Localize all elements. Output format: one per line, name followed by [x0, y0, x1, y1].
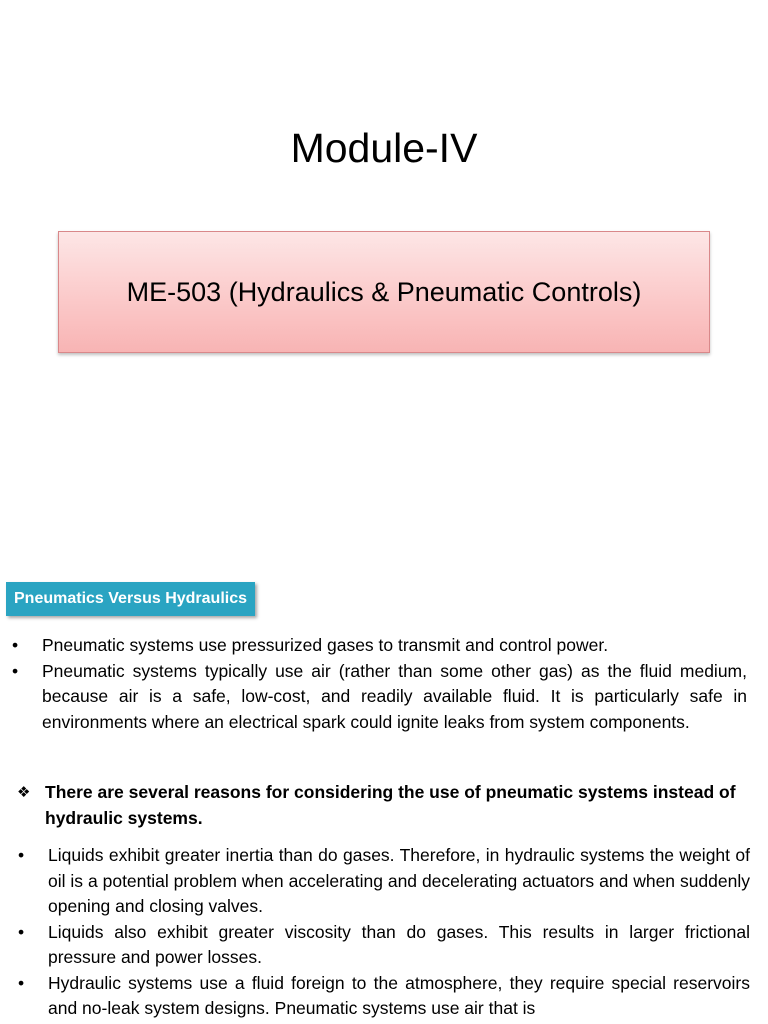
- list-item: [18, 920, 750, 971]
- subtitle-text: ME-503 (Hydraulics & Pneumatic Controls): [126, 276, 642, 307]
- bullet-text: Hydraulic systems use a fluid foreign to the atmosphere, they require special reservoirs and no-leak system designs. Pneumatic systems use air that is: [48, 972, 750, 1018]
- bullet-icon: •: [12, 660, 19, 681]
- list-item: [12, 633, 747, 659]
- reasons-heading-text: There are several reasons for considering the use of pneumatic systems instead of hydraulic systems.: [45, 782, 736, 828]
- subtitle-box: [58, 231, 710, 353]
- bullet-text: Liquids exhibit greater inertia than do gases. Therefore, in hydraulic systems the weight of oil is a potential problem when accelerating and decelerating actuators and when suddenly opening and closing valves.: [48, 845, 750, 916]
- reasons-bullet-list: [18, 843, 750, 1022]
- reasons-heading: [17, 780, 752, 831]
- bullet-icon: •: [18, 845, 25, 865]
- bullet-icon: •: [12, 635, 19, 655]
- bullet-icon: •: [18, 972, 25, 993]
- slide-title: Module-IV: [290, 125, 478, 171]
- bullet-text: Liquids also exhibit greater viscosity than do gases. This results in larger frictional pressure and power losses.: [48, 921, 750, 967]
- list-item: [12, 659, 747, 736]
- bullet-text: Pneumatic systems use pressurized gases to transmit and control power.: [42, 635, 609, 655]
- intro-bullet-list: [12, 633, 747, 735]
- section-tag: Pneumatics Versus Hydraulics: [6, 582, 255, 616]
- list-item: [18, 971, 750, 1022]
- list-item: [18, 843, 750, 920]
- diamond-bullet-icon: ❖: [17, 784, 31, 801]
- bullet-icon: •: [18, 921, 25, 942]
- bullet-text: Pneumatic systems typically use air (rather than some other gas) as the fluid medium, because air is a safe, low-cost, and readily available fluid. It is particularly safe in environments where an electrical spark could ignite leaks from system components.: [42, 660, 747, 732]
